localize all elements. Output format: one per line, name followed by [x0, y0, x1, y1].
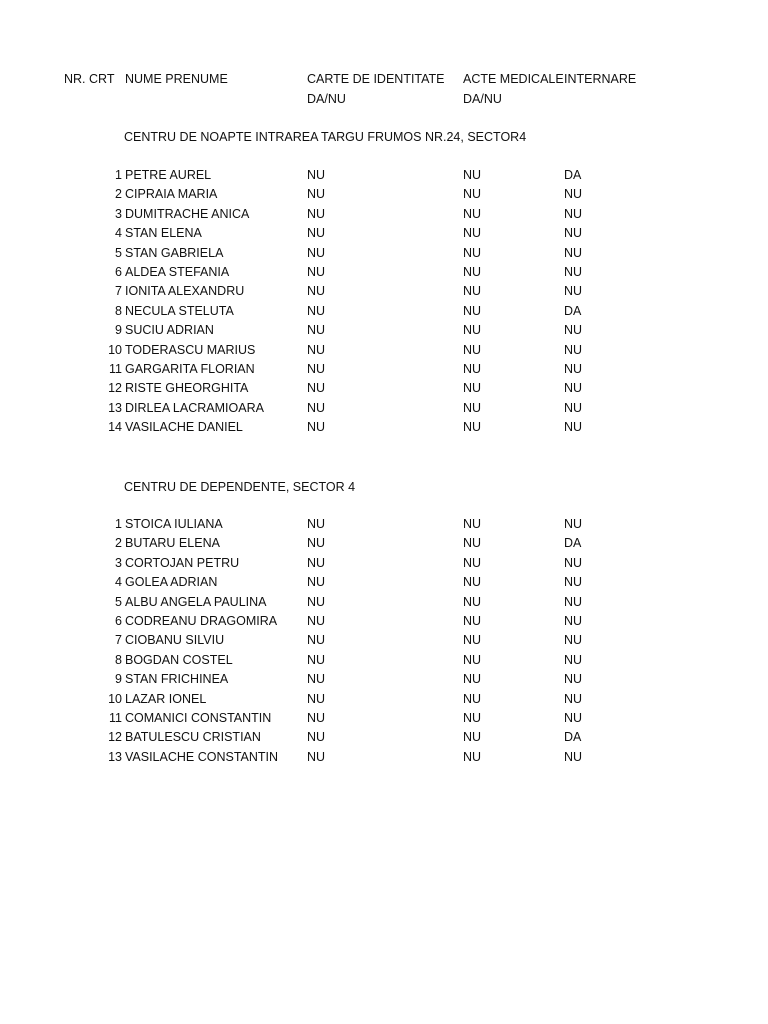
header-nume-prenume: NUME PRENUME — [125, 72, 228, 86]
acte-medicale-value: NU — [463, 381, 482, 396]
person-name: COMANICI CONSTANTIN — [125, 710, 272, 725]
acte-medicale-value: NU — [463, 633, 482, 648]
person-name: ALDEA STEFANIA — [125, 264, 230, 279]
internare-value: NU — [564, 226, 583, 241]
acte-medicale-value: NU — [463, 555, 482, 570]
acte-medicale-value: NU — [463, 226, 482, 241]
row-number: 1 — [115, 168, 122, 182]
row-number: 14 — [108, 420, 122, 435]
internare-value: NU — [564, 400, 583, 415]
internare-value: NU — [564, 187, 583, 202]
row-number: 2 — [115, 187, 122, 202]
row-number: 13 — [108, 400, 122, 415]
section-rows — [0, 515, 768, 767]
table-row — [0, 321, 768, 340]
internare-value: NU — [564, 420, 583, 435]
row-number: 12 — [108, 730, 122, 745]
carte-identitate-value: NU — [307, 342, 326, 357]
person-name: RISTE GHEORGHITA — [125, 381, 249, 396]
table-row — [0, 282, 768, 301]
table-row — [0, 612, 768, 631]
acte-medicale-value: NU — [463, 749, 482, 764]
table-row — [0, 379, 768, 398]
person-name: DUMITRACHE ANICA — [125, 206, 250, 221]
internare-value: NU — [564, 206, 583, 221]
carte-identitate-value: NU — [307, 381, 326, 396]
row-number: 9 — [115, 672, 122, 687]
person-name: PETRE AUREL — [125, 168, 212, 182]
row-number: 7 — [115, 633, 122, 648]
carte-identitate-value: NU — [307, 536, 326, 551]
carte-identitate-value: NU — [307, 361, 326, 376]
person-name: GARGARITA FLORIAN — [125, 361, 255, 376]
row-number: 3 — [115, 555, 122, 570]
row-number: 5 — [115, 245, 122, 260]
person-name: SUCIU ADRIAN — [125, 323, 214, 338]
acte-medicale-value: NU — [463, 284, 482, 299]
row-number: 8 — [115, 303, 122, 318]
carte-identitate-value: NU — [307, 691, 326, 706]
table-row — [0, 244, 768, 263]
acte-medicale-value: NU — [463, 323, 482, 338]
header-internare: INTERNARE — [564, 72, 637, 86]
carte-identitate-value: NU — [307, 555, 326, 570]
acte-medicale-value: NU — [463, 691, 482, 706]
row-number: 4 — [115, 226, 122, 241]
internare-value: NU — [564, 264, 583, 279]
carte-identitate-value: NU — [307, 323, 326, 338]
acte-medicale-value: NU — [463, 264, 482, 279]
acte-medicale-value: NU — [463, 400, 482, 415]
person-name: STAN FRICHINEA — [125, 672, 229, 687]
carte-identitate-value: NU — [307, 613, 326, 628]
internare-value: DA — [564, 303, 582, 318]
table-row — [0, 573, 768, 592]
internare-value: NU — [564, 342, 583, 357]
carte-identitate-value: NU — [307, 710, 326, 725]
carte-identitate-value: NU — [307, 206, 326, 221]
acte-medicale-value: NU — [463, 245, 482, 260]
internare-value: NU — [564, 555, 583, 570]
carte-identitate-value: NU — [307, 652, 326, 667]
person-name: STOICA IULIANA — [125, 517, 223, 531]
table-row — [0, 399, 768, 418]
person-name: NECULA STELUTA — [125, 303, 234, 318]
row-number: 10 — [108, 342, 122, 357]
internare-value: DA — [564, 730, 582, 745]
carte-identitate-value: NU — [307, 633, 326, 648]
row-number: 5 — [115, 594, 122, 609]
internare-value: NU — [564, 517, 583, 531]
row-number: 1 — [115, 517, 122, 531]
person-name: VASILACHE CONSTANTIN — [125, 749, 279, 764]
row-number: 9 — [115, 323, 122, 338]
table-row — [0, 515, 768, 534]
person-name: ALBU ANGELA PAULINA — [125, 594, 267, 609]
internare-value: NU — [564, 672, 583, 687]
table-row — [0, 185, 768, 204]
internare-value: NU — [564, 749, 583, 764]
acte-medicale-value: NU — [463, 187, 482, 202]
header-nr-crt: NR. CRT — [64, 72, 115, 86]
carte-identitate-value: NU — [307, 245, 326, 260]
table-row — [0, 418, 768, 437]
row-number: 11 — [109, 710, 122, 725]
person-name: VASILACHE DANIEL — [125, 420, 243, 435]
acte-medicale-value: NU — [463, 517, 482, 531]
table-row — [0, 651, 768, 670]
section-title: CENTRU DE NOAPTE INTRAREA TARGU FRUMOS NR.24, SECTOR4 — [124, 130, 527, 144]
table-row — [0, 690, 768, 709]
acte-medicale-value: NU — [463, 672, 482, 687]
person-name: BOGDAN COSTEL — [125, 652, 233, 667]
acte-medicale-value: NU — [463, 613, 482, 628]
table-row — [0, 593, 768, 612]
person-name: GOLEA ADRIAN — [125, 575, 218, 590]
internare-value: NU — [564, 284, 583, 299]
internare-value: NU — [564, 691, 583, 706]
table-row — [0, 360, 768, 379]
table-row — [0, 302, 768, 321]
person-name: STAN ELENA — [125, 226, 202, 241]
carte-identitate-value: NU — [307, 264, 326, 279]
row-number: 3 — [115, 206, 122, 221]
row-number: 8 — [115, 652, 122, 667]
carte-identitate-value: NU — [307, 575, 326, 590]
header-acte-medicale-sub: DA/NU — [463, 92, 502, 106]
internare-value: NU — [564, 575, 583, 590]
person-name: STAN GABRIELA — [125, 245, 224, 260]
row-number: 2 — [115, 536, 122, 551]
section-title: CENTRU DE DEPENDENTE, SECTOR 4 — [124, 480, 356, 494]
carte-identitate-value: NU — [307, 187, 326, 202]
carte-identitate-value: NU — [307, 400, 326, 415]
person-name: LAZAR IONEL — [125, 691, 207, 706]
internare-value: DA — [564, 536, 582, 551]
person-name: DIRLEA LACRAMIOARA — [125, 400, 264, 415]
acte-medicale-value: NU — [463, 342, 482, 357]
table-row — [0, 341, 768, 360]
table-row — [0, 224, 768, 243]
carte-identitate-value: NU — [307, 749, 326, 764]
acte-medicale-value: NU — [463, 575, 482, 590]
person-name: CIPRAIA MARIA — [125, 187, 218, 202]
internare-value: DA — [564, 168, 582, 182]
acte-medicale-value: NU — [463, 206, 482, 221]
person-name: CORTOJAN PETRU — [125, 555, 240, 570]
table-row — [0, 554, 768, 573]
acte-medicale-value: NU — [463, 710, 482, 725]
header-acte-medicale: ACTE MEDICALE — [463, 72, 564, 86]
row-number: 4 — [115, 575, 122, 590]
internare-value: NU — [564, 613, 583, 628]
row-number: 6 — [115, 613, 122, 628]
acte-medicale-value: NU — [463, 361, 482, 376]
table-row — [0, 670, 768, 689]
table-row — [0, 728, 768, 747]
carte-identitate-value: NU — [307, 730, 326, 745]
carte-identitate-value: NU — [307, 672, 326, 687]
row-number: 11 — [109, 361, 122, 376]
table-row — [0, 534, 768, 553]
internare-value: NU — [564, 652, 583, 667]
internare-value: NU — [564, 361, 583, 376]
person-name: IONITA ALEXANDRU — [125, 284, 245, 299]
table-row — [0, 166, 768, 185]
internare-value: NU — [564, 323, 583, 338]
internare-value: NU — [564, 633, 583, 648]
person-name: BATULESCU CRISTIAN — [125, 730, 261, 745]
table-row — [0, 709, 768, 728]
table-row — [0, 205, 768, 224]
carte-identitate-value: NU — [307, 594, 326, 609]
acte-medicale-value: NU — [463, 536, 482, 551]
acte-medicale-value: NU — [463, 168, 482, 182]
carte-identitate-value: NU — [307, 168, 326, 182]
acte-medicale-value: NU — [463, 303, 482, 318]
row-number: 10 — [108, 691, 122, 706]
acte-medicale-value: NU — [463, 420, 482, 435]
carte-identitate-value: NU — [307, 284, 326, 299]
acte-medicale-value: NU — [463, 652, 482, 667]
header-carte-identitate: CARTE DE IDENTITATE — [307, 72, 445, 86]
row-number: 7 — [115, 284, 122, 299]
table-row — [0, 263, 768, 282]
person-name: CIOBANU SILVIU — [125, 633, 225, 648]
row-number: 6 — [115, 264, 122, 279]
section-rows — [0, 166, 768, 437]
carte-identitate-value: NU — [307, 303, 326, 318]
person-name: BUTARU ELENA — [125, 536, 220, 551]
carte-identitate-value: NU — [307, 226, 326, 241]
internare-value: NU — [564, 594, 583, 609]
carte-identitate-value: NU — [307, 420, 326, 435]
table-row — [0, 748, 768, 767]
internare-value: NU — [564, 245, 583, 260]
header-carte-identitate-sub: DA/NU — [307, 92, 346, 106]
row-number: 12 — [108, 381, 122, 396]
person-name: TODERASCU MARIUS — [125, 342, 256, 357]
internare-value: NU — [564, 381, 583, 396]
carte-identitate-value: NU — [307, 517, 326, 531]
internare-value: NU — [564, 710, 583, 725]
acte-medicale-value: NU — [463, 730, 482, 745]
row-number: 13 — [108, 749, 122, 764]
table-row — [0, 631, 768, 650]
person-name: CODREANU DRAGOMIRA — [125, 613, 278, 628]
acte-medicale-value: NU — [463, 594, 482, 609]
